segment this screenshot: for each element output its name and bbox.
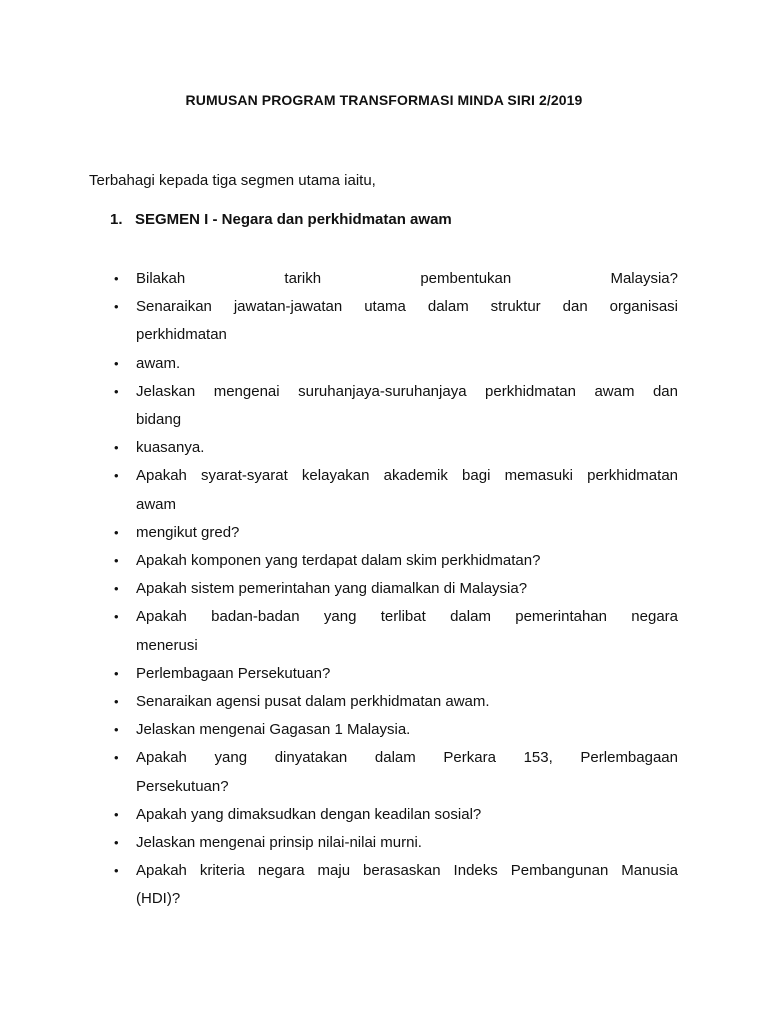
- segment-number: 1.: [110, 211, 123, 228]
- list-item: • kuasanya.: [0, 434, 678, 462]
- bullet-icon: •: [114, 665, 119, 681]
- bullet-icon: •: [114, 468, 119, 484]
- list-item: • Apakah sistem pemerintahan yang diamalkan di Malaysia?: [0, 575, 678, 603]
- bullet-icon: •: [114, 383, 119, 399]
- bullet-icon: •: [114, 609, 119, 625]
- list-item: • Apakah yang dimaksudkan dengan keadilan sosial?: [0, 801, 678, 829]
- bullet-icon: •: [114, 524, 119, 540]
- segment-heading: [110, 211, 452, 228]
- intro-text: Terbahagi kepada tiga segmen utama iaitu,: [89, 172, 376, 189]
- page-title: RUMUSAN PROGRAM TRANSFORMASI MINDA SIRI 2/2019: [185, 92, 583, 108]
- bullet-icon: •: [114, 355, 119, 371]
- list-item: • Apakah badan-badan yang terlibat dalam pemerintahan negara: [0, 603, 678, 631]
- list-item: • Senaraikan jawatan-jawatan utama dalam struktur dan organisasi: [0, 293, 678, 321]
- list-item-continuation: menerusi: [136, 636, 198, 654]
- bullet-icon: •: [114, 581, 119, 597]
- list-item-continuation: (HDI)?: [136, 890, 181, 908]
- bullet-icon: •: [114, 694, 119, 710]
- bullet-icon: •: [114, 750, 119, 766]
- list-item: • Apakah syarat-syarat kelayakan akademik bagi memasuki perkhidmatan: [0, 462, 678, 490]
- list-item: • Bilakah tarikh pembentukan Malaysia?: [0, 265, 678, 293]
- list-item: • Apakah komponen yang terdapat dalam skim perkhidmatan?: [0, 547, 678, 575]
- bullet-icon: •: [114, 835, 119, 851]
- bullet-icon: •: [114, 299, 119, 315]
- list-item: • Jelaskan mengenai suruhanjaya-suruhanjaya perkhidmatan awam dan: [0, 378, 678, 406]
- list-item-continuation: Persekutuan?: [136, 777, 229, 795]
- bullet-icon: •: [114, 440, 119, 456]
- question-list: [0, 265, 768, 914]
- bullet-icon: •: [114, 863, 119, 879]
- list-item-continuation: perkhidmatan: [136, 326, 227, 344]
- list-item: • Senaraikan agensi pusat dalam perkhidmatan awam.: [0, 688, 678, 716]
- list-item: • Perlembagaan Persekutuan?: [0, 660, 678, 688]
- list-item: • awam.: [0, 350, 678, 378]
- list-item-continuation: bidang: [136, 411, 182, 429]
- bullet-icon: •: [114, 553, 119, 569]
- list-item: • Apakah yang dinyatakan dalam Perkara 153, Perlembagaan: [0, 744, 678, 772]
- bullet-icon: •: [114, 806, 119, 822]
- list-item: • Jelaskan mengenai prinsip nilai-nilai murni.: [0, 829, 678, 857]
- list-item: • Apakah kriteria negara maju berasaskan Indeks Pembangunan Manusia: [0, 857, 678, 885]
- bullet-icon: •: [114, 722, 119, 738]
- bullet-icon: •: [114, 271, 119, 286]
- list-item: • mengikut gred?: [0, 519, 678, 547]
- list-item-continuation: awam: [136, 495, 177, 513]
- segment-label: SEGMEN I - Negara dan perkhidmatan awam: [135, 211, 452, 228]
- list-item: • Jelaskan mengenai Gagasan 1 Malaysia.: [0, 716, 678, 744]
